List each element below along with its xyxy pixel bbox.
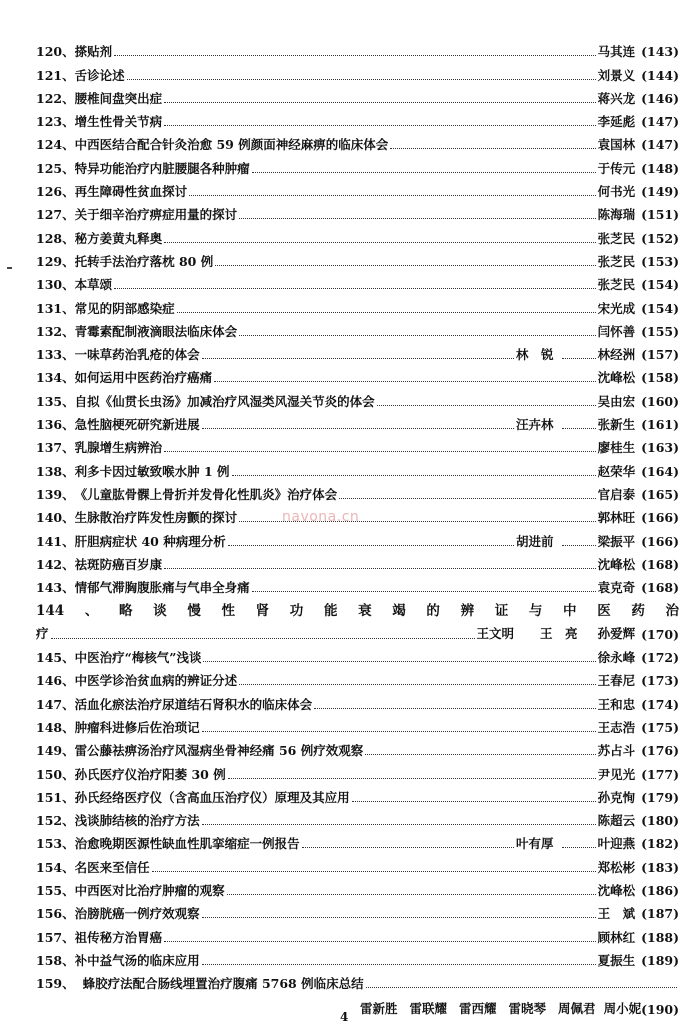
entry-number: 147、 xyxy=(36,696,75,712)
entry-title: 生脉散治疗阵发性房颤的探讨 xyxy=(74,511,238,526)
page-ref: (164) xyxy=(641,463,679,479)
author: 雷晓琴 xyxy=(508,1001,547,1017)
toc-entry xyxy=(36,199,679,222)
leader-dots xyxy=(314,708,595,709)
leader-dots xyxy=(562,847,596,848)
author: 王志浩 xyxy=(597,719,636,735)
leader-dots xyxy=(202,917,596,918)
entry-number: 131、 xyxy=(36,300,75,316)
author: 赵荣华 xyxy=(597,463,636,479)
author: 吴由宏 xyxy=(597,393,636,409)
entry-title: 常见的阴部感染症 xyxy=(74,301,175,316)
toc-entry xyxy=(36,362,679,385)
toc-entry xyxy=(36,735,679,758)
author: 王和忠 xyxy=(597,696,636,712)
entry-title: 再生障碍性贫血探讨 xyxy=(74,185,188,200)
page-ref: (168) xyxy=(641,556,679,572)
entry-number: 125、 xyxy=(36,160,75,176)
entry-number: 156、 xyxy=(36,906,75,922)
toc-entry xyxy=(36,455,679,478)
author: 官启泰 xyxy=(597,486,636,502)
entry-title: 舌诊论述 xyxy=(74,68,125,83)
entry-title: 腰椎间盘突出症 xyxy=(74,91,163,106)
page-ref: (147) xyxy=(641,114,679,130)
author: 叶有厚 xyxy=(516,836,554,852)
leader-dots xyxy=(252,591,596,592)
toc-entry xyxy=(36,921,679,944)
leader-dots xyxy=(228,545,514,546)
author: 雷西耀 xyxy=(459,1001,497,1017)
leader-dots xyxy=(114,288,595,289)
entry-number: 138、 xyxy=(36,463,75,479)
author: 张芝民 xyxy=(597,253,636,269)
entry-title: 孙氏医疗仪治疗阳萎 30 例 xyxy=(74,767,226,782)
author: 徐永峰 xyxy=(597,650,636,666)
toc-entry xyxy=(36,479,679,502)
page-ref: (146) xyxy=(641,90,679,106)
toc-entry xyxy=(36,851,679,874)
toc-entry xyxy=(36,59,679,82)
author: 李延彪 xyxy=(597,114,636,130)
page-ref: (155) xyxy=(641,323,679,339)
entry-title: 青霉素配制液滴眼法临床体会 xyxy=(74,324,238,339)
entry-title: 治愈晚期医源性缺血性肌挛缩症一例报告 xyxy=(74,837,300,852)
entry-number: 153、 xyxy=(36,836,75,852)
entry-title-char: 中 xyxy=(563,603,577,620)
entry-title: 增生性骨关节病 xyxy=(74,115,163,130)
entry-number: 152、 xyxy=(36,813,75,829)
toc-entry xyxy=(36,36,679,59)
entry-title: 中西医对比治疗肿瘤的观察 xyxy=(74,883,225,898)
entry-title-char: 能 xyxy=(323,603,338,620)
page-ref: (151) xyxy=(641,207,679,223)
entry-number: 142、 xyxy=(36,556,75,572)
page-ref: (154) xyxy=(641,300,679,316)
leader-dots xyxy=(352,801,596,802)
page-ref: (180) xyxy=(641,813,679,829)
entry-number: 133、 xyxy=(36,347,75,363)
page-ref: (175) xyxy=(641,719,679,735)
toc-entry xyxy=(36,292,679,315)
toc-entry xyxy=(36,642,679,665)
entry-title: 肝胆病症状 40 种病理分析 xyxy=(74,534,226,549)
author: 沈峰松 xyxy=(597,370,636,386)
author: 蒋兴龙 xyxy=(597,90,636,106)
leader-dots xyxy=(51,638,475,639)
author: 于传元 xyxy=(597,160,636,176)
entry-title: 名医来至信任 xyxy=(74,860,150,875)
author: 郑松彬 xyxy=(597,859,636,875)
entry-number: 154、 xyxy=(36,859,75,875)
toc-entry-159 xyxy=(36,968,679,991)
entry-number: 155、 xyxy=(36,882,75,898)
page-ref: (174) xyxy=(641,696,679,712)
toc-entry-144 xyxy=(36,595,679,618)
leader-dots xyxy=(127,79,596,80)
entry-title: 利多卡因过敏致喉水肿 1 例 xyxy=(74,464,230,479)
leader-dots xyxy=(232,475,596,476)
leader-dots xyxy=(214,381,595,382)
author: 王 亮 xyxy=(540,625,578,641)
entry-title-char: 与 xyxy=(528,603,543,620)
entry-title: 祛斑防癌百岁康 xyxy=(74,557,163,572)
entry-title-char: 竭 xyxy=(392,603,406,620)
page-ref: (148) xyxy=(641,160,679,176)
entry-title: 自拟《仙贯长虫汤》加减治疗风湿类风湿关节炎的体会 xyxy=(74,394,375,409)
page-ref: (170) xyxy=(641,626,679,642)
toc-entry xyxy=(36,945,679,968)
entry-title: 急性脑梗死研究新进展 xyxy=(74,418,200,433)
toc-entry xyxy=(36,269,679,292)
toc-entry xyxy=(36,572,679,595)
leader-dots xyxy=(562,358,596,359)
author: 马其连 xyxy=(597,44,636,60)
entry-number: 127、 xyxy=(36,207,75,223)
author: 夏振生 xyxy=(597,952,636,968)
leader-dots xyxy=(189,195,595,196)
toc-entry xyxy=(36,688,679,711)
leader-dots xyxy=(365,754,595,755)
author: 王文明 xyxy=(476,625,515,641)
toc-entry xyxy=(36,129,679,152)
leader-dots xyxy=(164,102,595,103)
author: 沈峰松 xyxy=(597,556,636,572)
entry-number: 128、 xyxy=(36,230,75,246)
author: 雷联耀 xyxy=(409,1001,448,1017)
page-ref: (189) xyxy=(641,952,679,968)
entry-number: 149、 xyxy=(36,743,75,759)
toc-entry xyxy=(36,875,679,898)
page-number: 4 xyxy=(340,1010,349,1024)
author: 苏占斗 xyxy=(597,743,636,759)
toc-entry xyxy=(36,525,679,548)
author: 陈海瑞 xyxy=(597,207,636,223)
leader-dots xyxy=(252,172,596,173)
leader-dots xyxy=(228,778,596,779)
entry-title-char: 谈 xyxy=(153,603,167,620)
page-ref: (172) xyxy=(641,650,679,666)
entry-number: 121、 xyxy=(36,67,75,83)
entry-number: 139、 xyxy=(36,486,75,502)
toc-entry xyxy=(36,665,679,688)
table-of-contents xyxy=(36,36,679,1017)
entry-number: 145、 xyxy=(36,650,75,666)
leader-dots xyxy=(377,405,596,406)
toc-entry-144-cont xyxy=(36,618,679,641)
entry-title: 情郁气滞胸腹胀痛与气串全身痛 xyxy=(74,581,250,596)
author: 何书光 xyxy=(597,184,636,200)
page-ref: (187) xyxy=(641,906,679,922)
toc-entry xyxy=(36,805,679,828)
author: 陈超云 xyxy=(597,813,636,829)
toc-entry xyxy=(36,316,679,339)
entry-title: 本草颂 xyxy=(74,278,113,293)
leader-dots xyxy=(202,964,596,965)
page-ref: (143) xyxy=(641,44,679,60)
entry-title: 治膀胱癌一例疗效观察 xyxy=(74,907,200,922)
page-ref: (166) xyxy=(641,510,679,526)
leader-dots xyxy=(366,987,677,988)
leader-dots xyxy=(114,55,595,56)
entry-title: 托转手法治疗落枕 80 例 xyxy=(74,254,214,269)
leader-dots xyxy=(239,335,595,336)
page-ref: (165) xyxy=(641,486,679,502)
leader-dots xyxy=(203,661,595,662)
entry-title: 《儿童肱骨髁上骨折并发骨化性肌炎》治疗体会 xyxy=(74,487,338,502)
entry-title: 特异功能治疗内脏腰腿各种肿瘤 xyxy=(74,161,250,176)
leader-dots xyxy=(202,824,596,825)
entry-title-char: 证 xyxy=(494,603,509,620)
leader-dots xyxy=(164,451,595,452)
author: 孙克恂 xyxy=(597,789,636,805)
entry-title: 孙氏经络医疗仪（含高血压治疗仪）原理及其应用 xyxy=(74,790,350,805)
toc-entry xyxy=(36,409,679,432)
author: 林 锐 xyxy=(516,347,554,363)
toc-entry xyxy=(36,176,679,199)
page-ref: (163) xyxy=(641,440,679,456)
entry-title: 肿瘤科进修后佐治琐记 xyxy=(74,720,200,735)
toc-entry-144-title-cont: 疗 xyxy=(36,625,49,641)
entry-number: 148、 xyxy=(36,719,75,735)
entry-number: 126、 xyxy=(36,184,75,200)
leader-dots xyxy=(339,498,595,499)
leader-dots xyxy=(390,148,595,149)
page-ref: (183) xyxy=(641,859,679,875)
entry-title-char: 医 xyxy=(597,603,611,620)
entry-title-char: 性 xyxy=(221,603,235,620)
entry-title: 补中益气汤的临床应用 xyxy=(74,953,200,968)
entry-number: 140、 xyxy=(36,510,75,526)
entry-title: 蜂胶疗法配合肠线埋置治疗腹痛 5768 例临床总结 xyxy=(82,977,364,992)
leader-dots xyxy=(164,941,595,942)
page-ref: (154) xyxy=(641,277,679,293)
page-ref: (166) xyxy=(641,533,679,549)
page-ref: (149) xyxy=(641,184,679,200)
toc-entry xyxy=(36,339,679,362)
author: 孙爱辉 xyxy=(597,625,636,641)
entry-title: 中医治疗“梅核气”浅谈 xyxy=(74,651,202,666)
author: 袁国林 xyxy=(597,137,636,153)
author: 廖桂生 xyxy=(597,440,636,456)
toc-entry xyxy=(36,782,679,805)
entry-title-char: 肾 xyxy=(255,603,270,620)
entry-number: 124、 xyxy=(36,137,75,153)
author: 张新生 xyxy=(597,417,636,433)
page-ref: (147) xyxy=(641,137,679,153)
toc-entry xyxy=(36,549,679,572)
leader-dots xyxy=(164,568,595,569)
entry-number: 146、 xyxy=(36,673,75,689)
page-ref: (188) xyxy=(641,929,679,945)
entry-number: 141、 xyxy=(36,533,75,549)
entry-title: 中西医结合配合针灸治愈 59 例颜面神经麻痹的临床体会 xyxy=(74,138,389,153)
toc-entry xyxy=(36,758,679,781)
author: 汪卉林 xyxy=(516,417,554,433)
author: 周小妮 xyxy=(603,1001,642,1017)
entry-number: 137、 xyxy=(36,440,75,456)
entry-title-char: 略 xyxy=(119,603,133,620)
leader-dots xyxy=(164,125,595,126)
page-ref: (190) xyxy=(641,1002,679,1018)
entry-number: 158、 xyxy=(36,952,75,968)
margin-mark xyxy=(7,267,12,269)
entry-title: 浅谈肺结核的治疗方法 xyxy=(74,814,200,829)
entry-number: 143、 xyxy=(36,580,75,596)
leader-dots xyxy=(227,894,596,895)
entry-number: 134、 xyxy=(36,370,75,386)
author: 林经洲 xyxy=(597,347,636,363)
author: 王 斌 xyxy=(597,906,636,922)
author: 张芝民 xyxy=(597,277,636,293)
author: 郭林旺 xyxy=(597,510,636,526)
page-ref: (173) xyxy=(641,673,679,689)
toc-entry xyxy=(36,83,679,106)
entry-title: 活血化瘀法治疗尿道结石肾积水的临床体会 xyxy=(74,697,313,712)
entry-title: 一味草药治乳疮的体会 xyxy=(74,348,200,363)
author: 周佩君 xyxy=(558,1001,596,1017)
author: 沈峰松 xyxy=(597,882,636,898)
toc-entry xyxy=(36,385,679,408)
page-ref: (144) xyxy=(641,67,679,83)
entry-title: 乳腺增生病辨治 xyxy=(74,441,163,456)
entry-title-char: 衰 xyxy=(358,603,372,620)
leader-dots xyxy=(239,218,595,219)
leader-dots xyxy=(152,871,596,872)
entry-title-char: 治 xyxy=(665,603,679,620)
page-ref: (182) xyxy=(641,836,679,852)
page-ref: (153) xyxy=(641,253,679,269)
page-ref: (152) xyxy=(641,230,679,246)
entry-number: 144 xyxy=(36,603,65,620)
toc-entry xyxy=(36,828,679,851)
author: 尹见光 xyxy=(597,766,636,782)
entry-title: 关于细辛治疗痹症用量的探讨 xyxy=(74,208,238,223)
leader-dots xyxy=(202,358,514,359)
entry-title: 中医学诊治贫血病的辨证分述 xyxy=(74,674,238,689)
toc-entry xyxy=(36,712,679,735)
entry-number: 136、 xyxy=(36,417,75,433)
entry-title-char: 慢 xyxy=(187,603,201,620)
leader-dots xyxy=(562,545,596,546)
page-ref: (168) xyxy=(641,580,679,596)
page-ref: (157) xyxy=(641,347,679,363)
toc-entry xyxy=(36,152,679,175)
entry-number: 135、 xyxy=(36,393,75,409)
entry-title: 搽贴剂 xyxy=(74,45,113,60)
author: 雷新胜 xyxy=(359,1001,398,1017)
page-ref: (176) xyxy=(641,743,679,759)
leader-dots xyxy=(164,242,595,243)
toc-entry xyxy=(36,246,679,269)
entry-number: 151、 xyxy=(36,789,75,805)
entry-number: 150、 xyxy=(36,766,75,782)
leader-dots xyxy=(202,731,596,732)
author: 叶迎燕 xyxy=(597,836,636,852)
page-ref: (177) xyxy=(641,766,679,782)
toc-block-2 xyxy=(36,642,679,968)
entry-title: 雷公藤祛痹汤治疗风湿病坐骨神经痛 56 例疗效观察 xyxy=(74,744,364,759)
entry-number: 122、 xyxy=(36,90,75,106)
entry-title-char: 功 xyxy=(289,603,304,620)
entry-number: 157、 xyxy=(36,929,75,945)
page-ref: (186) xyxy=(641,882,679,898)
author: 袁克奇 xyxy=(597,580,636,596)
author: 刘景义 xyxy=(597,67,636,83)
entry-title: 如何运用中医药治疗癌痛 xyxy=(74,371,213,386)
toc-entry xyxy=(36,106,679,129)
entry-number: 123、 xyxy=(36,114,75,130)
page-ref: (158) xyxy=(641,370,679,386)
author: 梁振平 xyxy=(597,533,636,549)
page-ref: (179) xyxy=(641,789,679,805)
author: 王春尼 xyxy=(597,673,636,689)
toc-entry-159-authors xyxy=(36,991,679,1017)
entry-title: 祖传秘方治胃癌 xyxy=(74,930,163,945)
entry-title-char: 辨 xyxy=(460,603,475,620)
entry-number: 130、 xyxy=(36,277,75,293)
leader-dots xyxy=(202,428,514,429)
leader-dots xyxy=(239,684,595,685)
leader-dots xyxy=(177,312,596,313)
entry-title-char: 、 xyxy=(84,603,99,620)
entry-number: 129、 xyxy=(36,253,75,269)
author: 顾林红 xyxy=(597,929,636,945)
leader-dots xyxy=(562,428,596,429)
entry-number: 120、 xyxy=(36,44,75,60)
entry-number: 132、 xyxy=(36,323,75,339)
toc-entry xyxy=(36,432,679,455)
entry-number: 159、 xyxy=(36,976,75,992)
page-ref: (161) xyxy=(641,417,679,433)
watermark: navona.cn xyxy=(282,509,360,525)
entry-title-char: 的 xyxy=(426,603,440,620)
author: 张芝民 xyxy=(597,230,636,246)
leader-dots xyxy=(215,265,595,266)
author: 宋光成 xyxy=(597,300,636,316)
entry-title-char: 药 xyxy=(631,603,645,620)
entry-title: 秘方姜黄丸释奥 xyxy=(74,231,163,246)
author: 闫怀善 xyxy=(597,323,636,339)
leader-dots xyxy=(302,847,514,848)
page-ref: (160) xyxy=(641,393,679,409)
toc-entry xyxy=(36,222,679,245)
toc-entry xyxy=(36,898,679,921)
author: 胡进前 xyxy=(516,533,554,549)
